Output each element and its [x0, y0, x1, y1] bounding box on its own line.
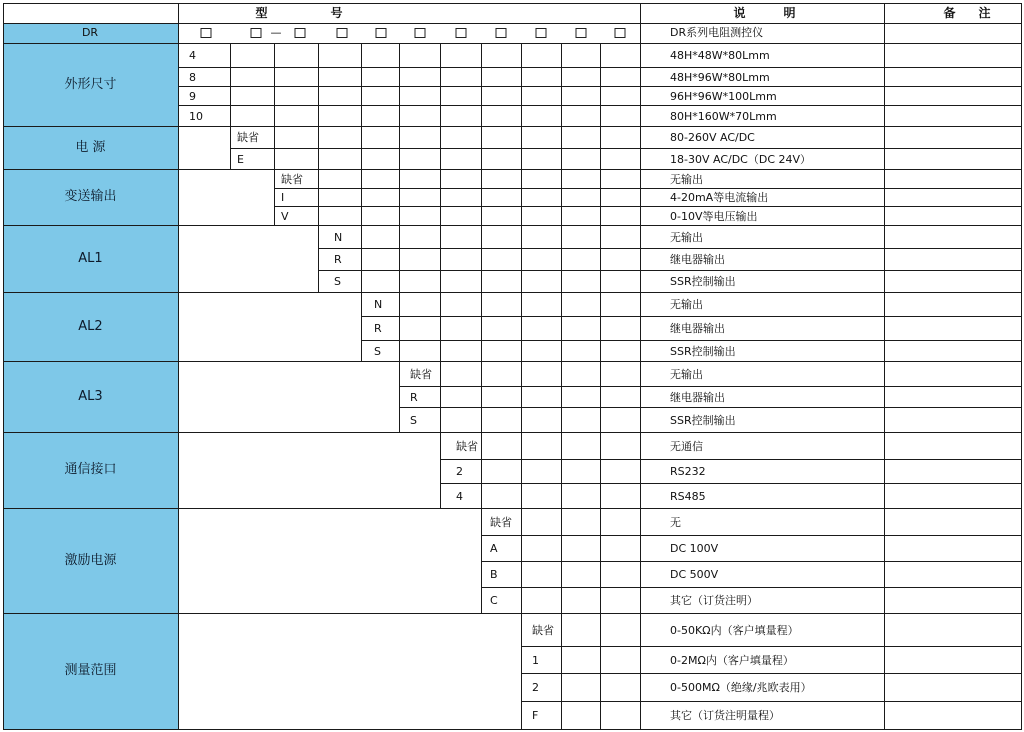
option-description: 80H*160W*70Lmm: [670, 109, 777, 123]
grid-line: [440, 432, 441, 509]
option-description: 无输出: [670, 298, 703, 311]
grid-line: [521, 361, 522, 433]
option-description: 0-50KΩ内（客户填量程）: [670, 623, 799, 637]
grid-line: [521, 225, 522, 293]
header-remark-char: 备: [943, 6, 957, 20]
option-description: SSR控制输出: [670, 275, 736, 288]
group-label: AL2: [78, 318, 103, 334]
grid-line: [440, 459, 1022, 460]
model-code-placeholder-box: [536, 28, 547, 38]
header-description-char: 明: [783, 6, 797, 20]
grid-line: [481, 43, 482, 127]
option-code: 缺省: [532, 623, 554, 637]
option-description: 无通信: [670, 439, 703, 453]
grid-line: [361, 292, 362, 362]
option-code: 9: [189, 89, 196, 103]
option-description: 96H*96W*100Lmm: [670, 89, 777, 103]
grid-line: [600, 361, 601, 433]
grid-line: [600, 292, 601, 362]
option-code: 10: [189, 109, 203, 123]
option-code: I: [281, 191, 285, 204]
grid-line: [440, 483, 1022, 484]
group-label: 外形尺寸: [64, 76, 117, 92]
table-left-border: [3, 3, 4, 730]
option-description: RS485: [670, 489, 706, 503]
option-code: R: [334, 253, 342, 266]
option-description: 其它（订货注明）: [670, 594, 758, 607]
option-code: E: [237, 152, 244, 166]
option-description: 继电器输出: [670, 253, 725, 266]
model-code-placeholder-box: [295, 28, 306, 38]
grid-line: [600, 613, 601, 730]
grid-line: [600, 225, 601, 293]
grid-line: [481, 169, 482, 226]
grid-line: [481, 561, 1022, 562]
top-row-bottom-line: [3, 43, 1022, 44]
option-code: 1: [532, 653, 539, 667]
grid-line: [361, 316, 1022, 317]
group-divider: [3, 361, 1022, 362]
group-label: AL1: [78, 250, 103, 266]
option-description: RS232: [670, 465, 706, 478]
grid-line: [399, 386, 1022, 387]
grid-line: [600, 432, 601, 509]
grid-line: [274, 188, 1022, 189]
option-description: 48H*48W*80Lmm: [670, 49, 770, 62]
option-code: 缺省: [237, 131, 259, 144]
group-divider: [3, 292, 1022, 293]
model-code-placeholder-box: [615, 28, 626, 38]
group-divider: [3, 432, 1022, 433]
option-code: 缺省: [490, 515, 512, 529]
option-description: 18-30V AC/DC（DC 24V）: [670, 152, 812, 166]
grid-line: [521, 673, 1022, 674]
grid-line: [481, 292, 482, 362]
grid-line: [399, 169, 400, 226]
grid-line: [399, 43, 400, 127]
header-model-char: 型: [255, 6, 269, 20]
option-code: 2: [456, 465, 463, 478]
grid-line: [561, 361, 562, 433]
grid-line: [361, 340, 1022, 341]
grid-line: [361, 43, 362, 127]
grid-line: [561, 432, 562, 509]
grid-line: [318, 270, 1022, 271]
grid-line: [440, 292, 441, 362]
grid-line: [561, 169, 562, 226]
option-code: 4: [189, 49, 196, 62]
model-code-placeholder-box: [496, 28, 507, 38]
option-code: 缺省: [410, 367, 432, 381]
group-label: 通信接口: [64, 462, 117, 477]
option-code: R: [410, 390, 418, 404]
model-code-placeholder-box: [456, 28, 467, 38]
grid-line: [521, 432, 522, 509]
grid-line: [230, 43, 231, 127]
grid-line: [274, 43, 275, 127]
group-divider: [3, 613, 1022, 614]
option-code: C: [490, 594, 498, 607]
option-description: 48H*96W*80Lmm: [670, 70, 770, 84]
option-code: 2: [532, 681, 539, 694]
grid-line: [440, 169, 441, 226]
grid-line: [440, 43, 441, 127]
option-code: 8: [189, 70, 196, 84]
grid-line: [521, 613, 522, 730]
grid-line: [561, 225, 562, 293]
group-label: 电 源: [75, 139, 106, 155]
option-description: 0-10V等电压输出: [670, 209, 758, 223]
option-code: F: [532, 709, 539, 722]
grid-line: [561, 43, 562, 127]
grid-line: [178, 86, 1022, 87]
option-code: 缺省: [456, 439, 478, 453]
grid-line: [361, 225, 362, 293]
table-top-border: [3, 3, 1022, 4]
option-code: S: [334, 275, 341, 288]
grid-line: [481, 432, 482, 509]
grid-line: [230, 148, 1022, 149]
model-code-placeholder-box: [376, 28, 387, 38]
group-label: 变送输出: [64, 189, 117, 204]
model-code-placeholder-box: [576, 28, 587, 38]
header-description-char: 说: [733, 6, 747, 20]
option-description: 0-2MΩ内（客户填量程）: [670, 653, 794, 667]
grid-line: [318, 43, 319, 127]
remark-column-divider: [884, 3, 885, 730]
option-code: B: [490, 568, 498, 581]
group-label: 激励电源: [64, 552, 117, 568]
grid-line: [440, 361, 441, 433]
grid-line: [318, 225, 319, 293]
grid-line: [521, 43, 522, 127]
group-divider: [3, 729, 1022, 730]
option-description: SSR控制输出: [670, 344, 736, 358]
grid-line: [521, 292, 522, 362]
grid-line: [481, 587, 1022, 588]
grid-line: [440, 225, 441, 293]
option-code: S: [410, 413, 417, 427]
grid-line: [561, 613, 562, 730]
option-code: N: [374, 298, 383, 311]
table-right-border: [1021, 3, 1022, 730]
label-column: [3, 23, 178, 729]
option-code: S: [374, 344, 381, 358]
top-row-description: DR系列电阻测控仪: [670, 26, 764, 39]
group-divider: [3, 126, 1022, 127]
grid-line: [178, 67, 1022, 68]
description-column-divider: [640, 3, 641, 730]
grid-line: [318, 169, 319, 226]
grid-line: [399, 292, 400, 362]
grid-line: [178, 43, 179, 127]
option-description: 0-500MΩ（绝缘/兆欧表用）: [670, 681, 812, 694]
model-prefix: DR: [81, 26, 99, 39]
group-divider: [3, 508, 1022, 509]
grid-line: [274, 169, 275, 226]
grid-line: [178, 105, 1022, 106]
model-dash: —: [270, 26, 282, 39]
header-bottom-line: [3, 23, 1022, 24]
option-code: V: [281, 209, 289, 223]
group-divider: [3, 225, 1022, 226]
grid-line: [318, 248, 1022, 249]
model-code-placeholder-box: [337, 28, 348, 38]
option-description: 无输出: [670, 367, 703, 381]
grid-line: [399, 225, 400, 293]
grid-line: [481, 361, 482, 433]
option-description: DC 100V: [670, 542, 719, 555]
option-code: R: [374, 322, 382, 335]
option-description: 无输出: [670, 230, 703, 244]
grid-line: [361, 169, 362, 226]
model-code-placeholder-box: [201, 28, 212, 38]
group-label: 测量范围: [64, 663, 117, 678]
option-code: 缺省: [281, 172, 303, 186]
grid-line: [600, 169, 601, 226]
option-description: SSR控制输出: [670, 413, 736, 427]
option-description: 继电器输出: [670, 390, 725, 404]
option-description: 80-260V AC/DC: [670, 131, 755, 144]
group-label: AL3: [78, 388, 103, 404]
grid-line: [521, 646, 1022, 647]
group-divider: [3, 169, 1022, 170]
header-remark-char: 注: [978, 6, 992, 20]
option-description: 继电器输出: [670, 322, 725, 335]
grid-line: [399, 407, 1022, 408]
model-code-placeholder-box: [415, 28, 426, 38]
grid-line: [399, 361, 400, 433]
option-description: 无: [670, 515, 681, 529]
grid-line: [274, 206, 1022, 207]
option-description: 其它（订货注明量程）: [670, 709, 780, 722]
model-code-placeholder-box: [251, 28, 262, 38]
header-model-char: 号: [330, 6, 344, 20]
grid-line: [561, 292, 562, 362]
option-code: A: [490, 542, 498, 555]
grid-line: [481, 225, 482, 293]
option-code: N: [334, 230, 343, 244]
option-description: 4-20mA等电流输出: [670, 191, 769, 204]
option-description: 无输出: [670, 172, 703, 186]
option-code: 4: [456, 489, 463, 503]
grid-line: [481, 535, 1022, 536]
grid-line: [521, 169, 522, 226]
grid-line: [600, 43, 601, 127]
option-description: DC 500V: [670, 568, 719, 581]
grid-line: [521, 701, 1022, 702]
